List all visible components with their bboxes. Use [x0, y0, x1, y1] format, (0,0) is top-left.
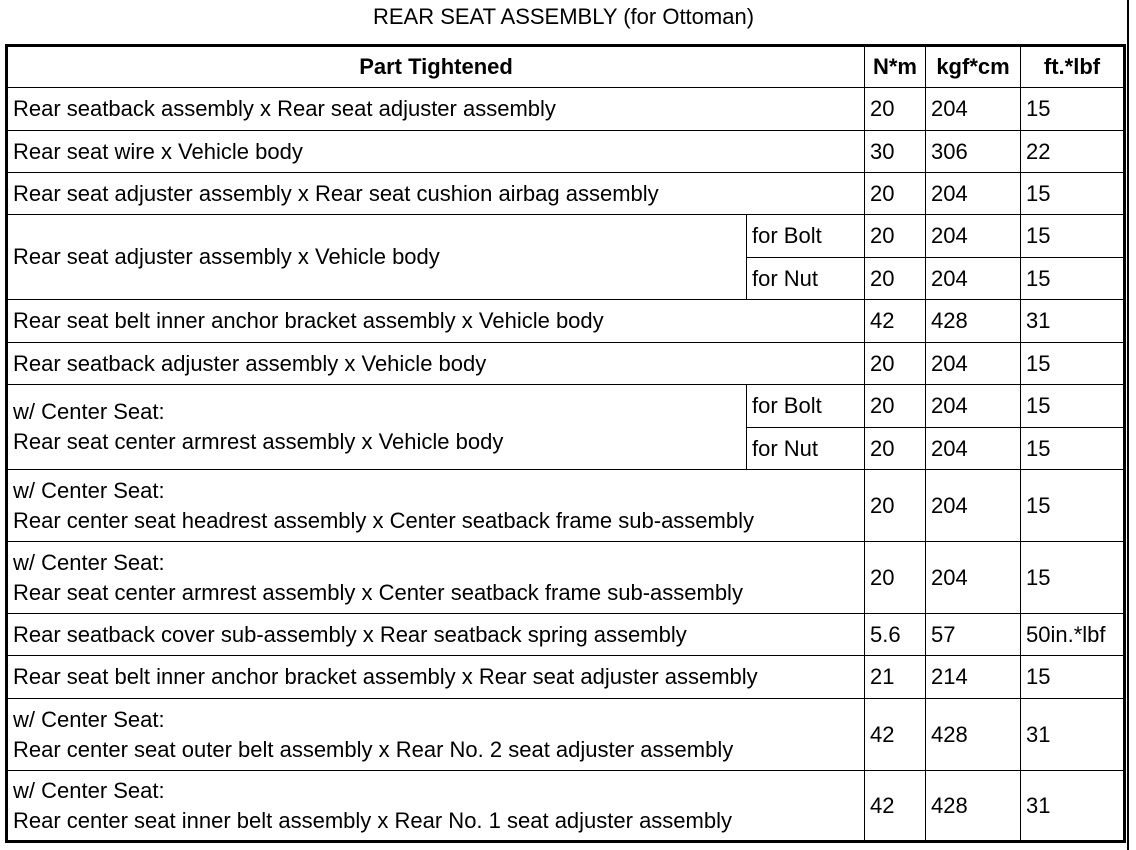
- table-row: [7, 343, 1125, 385]
- kgf-cm-cell: 204: [926, 88, 1021, 131]
- fastener-label-cell: for Nut: [747, 428, 865, 470]
- part-cell: Rear seat wire x Vehicle body: [7, 131, 865, 173]
- table-row: [7, 215, 1125, 258]
- header-part-tightened: Part Tightened: [7, 46, 865, 88]
- kgf-cm-cell: 204: [926, 173, 1021, 215]
- part-cell: Rear seat adjuster assembly x Vehicle body: [7, 215, 747, 300]
- nm-cell: 20: [865, 343, 926, 385]
- table-row: [7, 300, 1125, 343]
- nm-cell: 30: [865, 131, 926, 173]
- table-row: [7, 699, 1125, 771]
- kgf-cm-cell: 428: [926, 771, 1021, 842]
- nm-cell: 5.6: [865, 614, 926, 656]
- ft-lbf-cell: 31: [1021, 771, 1125, 842]
- condition-text: w/ Center Seat:: [13, 549, 165, 575]
- ft-lbf-cell: 15: [1021, 385, 1125, 428]
- kgf-cm-cell: 428: [926, 699, 1021, 771]
- ft-lbf-cell: 15: [1021, 88, 1125, 131]
- condition-text: w/ Center Seat:: [13, 777, 165, 803]
- table-row: [7, 131, 1125, 173]
- condition-text: w/ Center Seat:: [13, 399, 165, 424]
- table-row: [7, 470, 1125, 542]
- torque-table: [5, 44, 1126, 843]
- ft-lbf-cell: 31: [1021, 300, 1125, 343]
- kgf-cm-cell: 204: [926, 343, 1021, 385]
- ft-lbf-cell: 15: [1021, 542, 1125, 614]
- condition-text: w/ Center Seat:: [13, 706, 165, 732]
- nm-cell: 20: [865, 428, 926, 470]
- kgf-cm-cell: 214: [926, 656, 1021, 699]
- part-text: Rear seat center armrest assembly x Vehicle body: [13, 429, 504, 454]
- table-row: [7, 542, 1125, 614]
- kgf-cm-cell: 204: [926, 542, 1021, 614]
- fastener-label-cell: for Bolt: [747, 385, 865, 428]
- nm-cell: 21: [865, 656, 926, 699]
- table-row: [7, 173, 1125, 215]
- part-cell: Rear seat belt inner anchor bracket assembly x Vehicle body: [7, 300, 865, 343]
- ft-lbf-cell: 15: [1021, 343, 1125, 385]
- table-row: [7, 88, 1125, 131]
- ft-lbf-cell: 15: [1021, 470, 1125, 542]
- part-cell: Rear seat adjuster assembly x Rear seat cushion airbag assembly: [7, 173, 865, 215]
- nm-cell: 20: [865, 385, 926, 428]
- table-row: [7, 656, 1125, 699]
- kgf-cm-cell: 428: [926, 300, 1021, 343]
- ft-lbf-cell: 15: [1021, 215, 1125, 258]
- ft-lbf-cell: 50in.*lbf: [1021, 614, 1125, 656]
- nm-cell: 42: [865, 300, 926, 343]
- kgf-cm-cell: 204: [926, 215, 1021, 258]
- nm-cell: 20: [865, 258, 926, 300]
- part-text: Rear seat center armrest assembly x Center seatback frame sub-assembly: [13, 579, 743, 605]
- nm-cell: 42: [865, 699, 926, 771]
- part-cell: [7, 385, 747, 470]
- page-title: REAR SEAT ASSEMBLY (for Ottoman): [372, 4, 755, 29]
- part-cell: [7, 542, 865, 614]
- ft-lbf-cell: 22: [1021, 131, 1125, 173]
- nm-cell: 20: [865, 542, 926, 614]
- header-nm: N*m: [865, 46, 926, 88]
- kgf-cm-cell: 204: [926, 470, 1021, 542]
- part-cell: Rear seatback cover sub-assembly x Rear seatback spring assembly: [7, 614, 865, 656]
- part-text: Rear center seat inner belt assembly x Rear No. 1 seat adjuster assembly: [13, 807, 732, 833]
- nm-cell: 20: [865, 215, 926, 258]
- part-text: Rear center seat outer belt assembly x Rear No. 2 seat adjuster assembly: [13, 736, 734, 762]
- part-cell: Rear seat belt inner anchor bracket assembly x Rear seat adjuster assembly: [7, 656, 865, 699]
- header-kgf-cm: kgf*cm: [926, 46, 1021, 88]
- header-ft-lbf: ft.*lbf: [1021, 46, 1125, 88]
- ft-lbf-cell: 15: [1021, 173, 1125, 215]
- part-cell: Rear seatback adjuster assembly x Vehicle body: [7, 343, 865, 385]
- table-header-row: [7, 46, 1125, 88]
- kgf-cm-cell: 57: [926, 614, 1021, 656]
- part-text: Rear center seat headrest assembly x Center seatback frame sub-assembly: [13, 507, 754, 533]
- nm-cell: 20: [865, 173, 926, 215]
- part-cell: [7, 470, 865, 542]
- part-cell: [7, 771, 865, 842]
- table-row: [7, 614, 1125, 656]
- part-cell: Rear seatback assembly x Rear seat adjuster assembly: [7, 88, 865, 131]
- kgf-cm-cell: 306: [926, 131, 1021, 173]
- fastener-label-cell: for Nut: [747, 258, 865, 300]
- kgf-cm-cell: 204: [926, 258, 1021, 300]
- condition-text: w/ Center Seat:: [13, 477, 165, 503]
- ft-lbf-cell: 15: [1021, 258, 1125, 300]
- part-cell: [7, 699, 865, 771]
- kgf-cm-cell: 204: [926, 385, 1021, 428]
- nm-cell: 20: [865, 88, 926, 131]
- fastener-label-cell: for Bolt: [747, 215, 865, 258]
- right-border-rule: [1127, 0, 1129, 850]
- kgf-cm-cell: 204: [926, 428, 1021, 470]
- nm-cell: 42: [865, 771, 926, 842]
- ft-lbf-cell: 15: [1021, 428, 1125, 470]
- ft-lbf-cell: 31: [1021, 699, 1125, 771]
- table-row: [7, 385, 1125, 428]
- nm-cell: 20: [865, 470, 926, 542]
- ft-lbf-cell: 15: [1021, 656, 1125, 699]
- table-row: [7, 771, 1125, 842]
